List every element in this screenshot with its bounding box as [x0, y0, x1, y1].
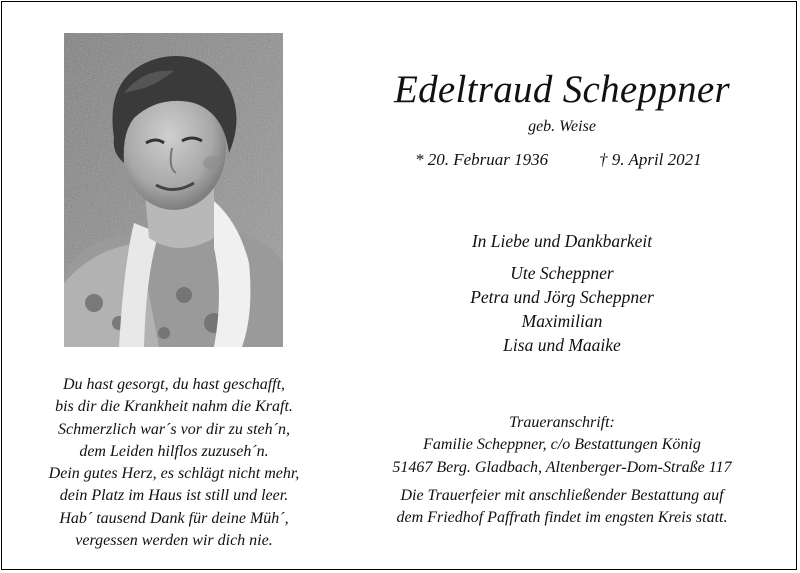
mourner-name: Maximilian — [521, 311, 603, 331]
poem-line: Du hast gesorgt, du hast geschafft, — [62, 376, 286, 393]
address-line: Familie Scheppner, c/o Bestattungen König — [423, 436, 701, 454]
poem-line: Dein gutes Herz, es schlägt nicht mehr, — [48, 465, 300, 483]
poem-line: Hab´ tausend Dank für deine Müh´, — [59, 509, 289, 527]
funeral-notice — [362, 485, 762, 530]
deceased-name: Edeltraud Scheppner — [393, 68, 731, 111]
dedication-line: In Liebe und Dankbarkeit — [471, 231, 653, 251]
mourner-name: Petra und Jörg Scheppner — [470, 287, 654, 307]
obituary-card — [1, 1, 797, 570]
poem-line: vergessen werden wir dich nie. — [75, 532, 273, 550]
poem-line: bis dir die Krankheit nahm die Kraft. — [55, 398, 293, 416]
mourner-name: Lisa und Maaike — [503, 335, 621, 355]
funeral-notice-line: dem Friedhof Paffrath findet im engsten Kreis statt. — [396, 509, 728, 527]
memorial-poem — [24, 374, 324, 552]
mourner-name: Ute Scheppner — [510, 263, 614, 283]
funeral-notice-line: Die Trauerfeier mit anschließender Bestattung auf — [400, 487, 724, 504]
mourning-address — [362, 412, 762, 479]
mourners-block — [362, 229, 762, 357]
address-line: 51467 Berg. Gladbach, Altenberger-Dom-Straße 117 — [392, 458, 732, 476]
maiden-name: geb. Weise — [528, 118, 596, 135]
portrait-photo — [64, 33, 283, 347]
birth-date: * 20. Februar 1936 — [415, 150, 549, 169]
death-date: † 9. April 2021 — [599, 150, 702, 169]
poem-line: Schmerzlich war´s vor dir zu steh´n, — [58, 420, 290, 438]
poem-line: dem Leiden hilflos zuzuseh´n. — [79, 442, 269, 460]
life-dates — [407, 149, 727, 171]
poem-line: dein Platz im Haus ist still und leer. — [59, 487, 289, 505]
address-heading: Traueranschrift: — [509, 414, 615, 431]
